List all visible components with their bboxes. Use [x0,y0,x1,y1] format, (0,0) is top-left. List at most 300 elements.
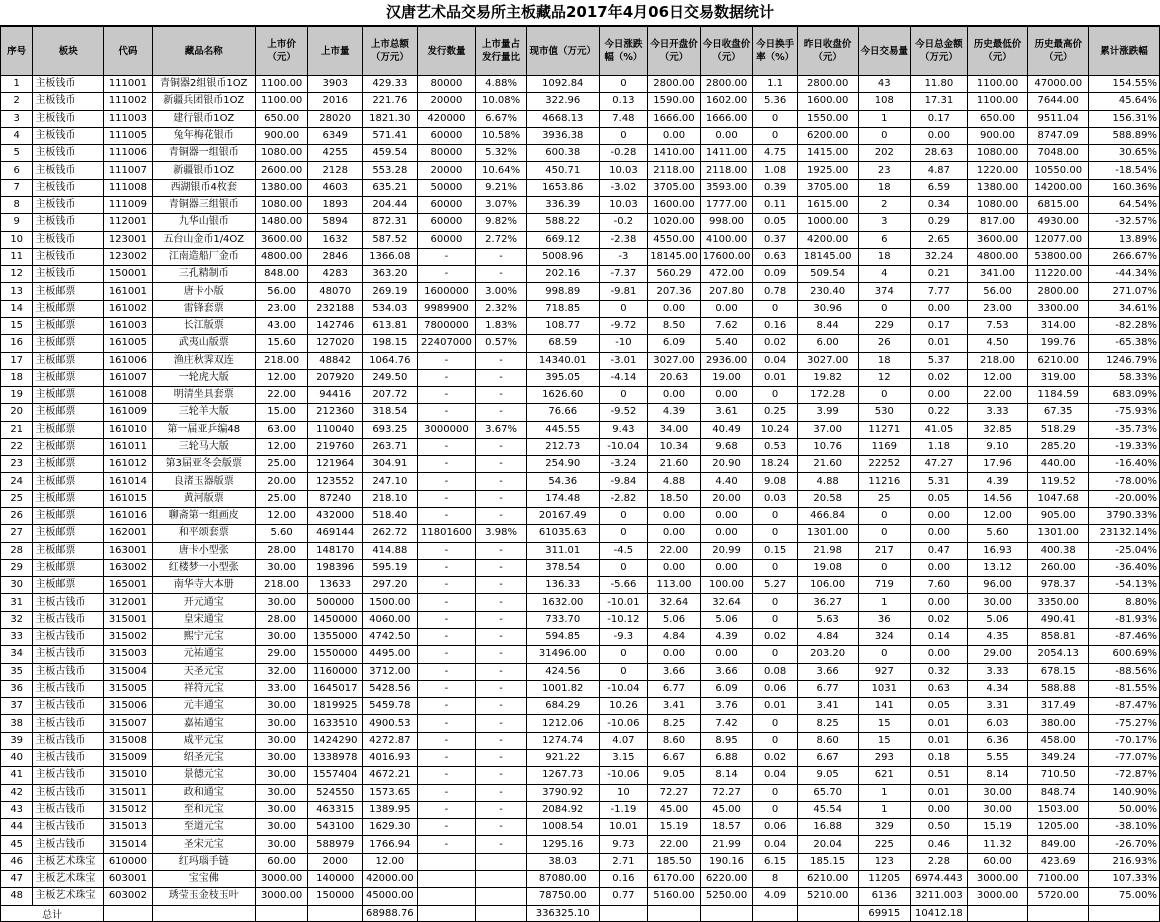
table-cell: 78750.00 [526,888,599,905]
table-cell: 161007 [104,369,153,386]
table-cell: 7.42 [700,715,753,732]
table-cell: 315013 [104,819,153,836]
table-cell: 1389.95 [363,801,418,818]
table-cell: 1503.00 [1028,801,1089,818]
table-cell: 0.04 [753,352,797,369]
table-cell: -2.38 [599,231,648,248]
table-cell: - [417,680,476,697]
table-cell: 兔年梅花银币 [152,127,255,144]
table-cell: 6.77 [797,680,858,697]
table-row [1,369,1160,386]
table-cell: 36 [1,680,33,697]
table-cell: 0 [599,646,648,663]
table-cell: 96.00 [967,577,1028,594]
table-cell: -87.47% [1089,698,1160,715]
table-cell: 4100.00 [700,231,753,248]
table-cell: 198.15 [363,335,418,352]
table-cell: 5.55 [967,749,1028,766]
table-cell: 0.01 [911,732,968,749]
table-cell: 0.08 [753,663,797,680]
table-cell: 三轮马大版 [152,438,255,455]
table-cell: 341.00 [967,266,1028,283]
table-cell: - [476,784,527,801]
table-cell: -3.24 [599,456,648,473]
table-cell: 8.60 [797,732,858,749]
table-cell: 0.00 [700,508,753,525]
table-cell: 0.01 [753,369,797,386]
table-cell: 23 [1,456,33,473]
table-cell: 6.77 [648,680,701,697]
table-cell: 121964 [308,456,363,473]
table-cell: 8.44 [797,317,858,334]
table-cell: 主板古钱币 [33,767,104,784]
table-cell: 1645017 [308,680,363,697]
table-cell: 9.05 [797,767,858,784]
table-cell: 603001 [104,870,153,887]
table-cell: 7.77 [911,283,968,300]
table-cell: 161011 [104,438,153,455]
table-cell: 0.00 [911,646,968,663]
table-cell: 0 [753,801,797,818]
table-cell: 4.87 [911,162,968,179]
column-header: 上市价（元） [255,27,308,76]
table-cell: 2800.00 [648,76,701,93]
table-cell: 0.53 [753,438,797,455]
table-cell: 11220.00 [1028,266,1089,283]
table-cell: 4.88 [648,473,701,490]
table-cell: 0.29 [911,214,968,231]
table-cell: 553.28 [363,162,418,179]
table-cell: -19.33% [1089,438,1160,455]
table-row [1,145,1160,162]
table-cell: 336.39 [526,196,599,213]
table-cell: 161002 [104,300,153,317]
table-cell: 3000.00 [255,870,308,887]
table-cell: 0 [753,784,797,801]
table-cell: -5.66 [599,577,648,594]
table-cell: 1653.86 [526,179,599,196]
table-cell: 0 [858,300,911,317]
table-cell: 1480.00 [255,214,308,231]
column-header: 历史最高价（元） [1028,27,1089,76]
table-cell: 249.50 [363,369,418,386]
table-cell: 0.00 [648,508,701,525]
table-cell: 58.33% [1089,369,1160,386]
table-cell: 43.00 [255,317,308,334]
table-cell: 0.14 [911,629,968,646]
table-cell: 225 [858,836,911,853]
table-cell: -35.73% [1089,421,1160,438]
table-cell: 新疆兵团银币1OZ [152,93,255,110]
table-row [1,836,1160,853]
table-cell: -9.84 [599,473,648,490]
table-cell: 九华山银币 [152,214,255,231]
table-cell: 106.00 [797,577,858,594]
table-cell: 34.00 [648,421,701,438]
table-cell: 3936.38 [526,127,599,144]
table-row [1,248,1160,265]
table-cell: 0.01 [911,335,968,352]
table-cell: 459.54 [363,145,418,162]
table-cell: 212360 [308,404,363,421]
table-cell: 38.03 [526,853,599,870]
table-row [1,767,1160,784]
table-cell: 主板古钱币 [33,819,104,836]
table-cell: 315006 [104,698,153,715]
table-cell: 21.60 [648,456,701,473]
table-row [1,611,1160,628]
table-cell: 3790.92 [526,784,599,801]
table-cell: 111002 [104,93,153,110]
table-cell: -3 [599,248,648,265]
table-cell: 635.21 [363,179,418,196]
table-cell: 14.56 [967,490,1028,507]
table-row [1,715,1160,732]
table-cell: 主板邮票 [33,559,104,576]
table-cell: 1380.00 [967,179,1028,196]
table-cell: 603002 [104,888,153,905]
table-cell: 1500.00 [363,594,418,611]
table-cell: 46 [1,853,33,870]
table-cell: 111005 [104,127,153,144]
table-row [1,525,1160,542]
table-cell: 27 [1,525,33,542]
table-cell [476,870,527,887]
table-cell: 9.05 [648,767,701,784]
table-cell: - [417,663,476,680]
table-cell: -82.28% [1089,317,1160,334]
table-cell: 20.58 [797,490,858,507]
table-cell: 0 [753,594,797,611]
table-cell: 293 [858,749,911,766]
table-cell: 至和元宝 [152,801,255,818]
table-cell: 咸平元宝 [152,732,255,749]
table-cell: -9.52 [599,404,648,421]
table-cell: 0.00 [648,559,701,576]
table-cell: 0.02 [753,335,797,352]
table-cell: 0.47 [911,542,968,559]
table-cell: 1.1 [753,76,797,93]
table-cell: 30.00 [255,767,308,784]
table-row [1,819,1160,836]
column-header: 历史最低价（元） [967,27,1028,76]
table-cell: -10 [599,335,648,352]
table-cell: 3027.00 [648,352,701,369]
table-cell: - [476,819,527,836]
table-cell: 161005 [104,335,153,352]
table-cell: 150001 [104,266,153,283]
table-row [1,110,1160,127]
table-cell: 1366.08 [363,248,418,265]
table-cell: 26 [1,508,33,525]
table-cell: 17.31 [911,93,968,110]
table-cell: -1.19 [599,801,648,818]
table-cell: 1064.76 [363,352,418,369]
table-cell: 9989900 [417,300,476,317]
table-cell: 2 [858,196,911,213]
table-cell: 683.09% [1089,387,1160,404]
table-cell: 1632 [308,231,363,248]
table-cell: 0.00 [700,646,753,663]
table-cell: 304.91 [363,456,418,473]
table-cell: 0.04 [753,836,797,853]
table-cell: 733.70 [526,611,599,628]
table-cell: 2936.00 [700,352,753,369]
table-cell: 315004 [104,663,153,680]
table-cell: 719 [858,577,911,594]
table-cell: 3.33 [967,663,1028,680]
table-cell: 47000.00 [1028,76,1089,93]
table-cell: 主板钱币 [33,93,104,110]
table-cell: 315003 [104,646,153,663]
table-cell: 景德元宝 [152,767,255,784]
table-cell: 5.60 [967,525,1028,542]
table-cell: -32.57% [1089,214,1160,231]
table-cell: 3705.00 [797,179,858,196]
table-cell: - [417,801,476,818]
table-cell: 3.66 [648,663,701,680]
table-cell: - [417,715,476,732]
table-cell: 207.72 [363,387,418,404]
table-cell: 322.96 [526,93,599,110]
column-header: 昨日收盘价（元） [797,27,858,76]
table-row [1,421,1160,438]
table-cell: 518.40 [363,508,418,525]
table-cell: 2000 [308,853,363,870]
table-cell: 424.56 [526,663,599,680]
table-cell: 5210.00 [797,888,858,905]
table-cell: 5 [1,145,33,162]
table-cell: - [476,473,527,490]
total-row [1,905,1160,921]
table-cell: 1080.00 [967,196,1028,213]
table-cell: 94416 [308,387,363,404]
table-cell: 56.00 [255,283,308,300]
table-cell: 678.15 [1028,663,1089,680]
table-cell: 1295.16 [526,836,599,853]
table-cell: 4742.50 [363,629,418,646]
table-cell: 6 [858,231,911,248]
table-cell: 0.00 [911,801,968,818]
table-cell: 509.54 [797,266,858,283]
table-cell: 0 [753,559,797,576]
table-cell: 2800.00 [1028,283,1089,300]
table-row [1,698,1160,715]
table-cell: 4200.00 [797,231,858,248]
table-cell: 18 [858,248,911,265]
table-cell: 2 [1,93,33,110]
table-cell: 主板钱币 [33,196,104,213]
table-cell: -70.17% [1089,732,1160,749]
table-cell: 1 [858,110,911,127]
table-cell: 5.06 [967,611,1028,628]
table-cell: 72.27 [648,784,701,801]
table-cell: 至道元宝 [152,819,255,836]
total-listing-amount: 68988.76 [363,905,418,921]
table-cell: 主板古钱币 [33,611,104,628]
table-cell: 315009 [104,749,153,766]
table-cell: 10.26 [599,698,648,715]
table-cell: 0 [858,559,911,576]
table-cell: 111008 [104,179,153,196]
table-cell: 172.28 [797,387,858,404]
table-cell: 1274.74 [526,732,599,749]
table-cell: 6210.00 [1028,352,1089,369]
table-cell: 0.00 [700,387,753,404]
table-cell: -81.93% [1089,611,1160,628]
table-cell: 2.71 [599,853,648,870]
table-cell: 3.76 [700,698,753,715]
table-cell: 75.00% [1089,888,1160,905]
table-cell: 40.49 [700,421,753,438]
table-cell: 12.00 [255,438,308,455]
table-cell: 8.50 [648,317,701,334]
table-cell: - [417,594,476,611]
table-cell: 主板邮票 [33,421,104,438]
table-cell: -9.81 [599,283,648,300]
table-cell: 7100.00 [1028,870,1089,887]
table-cell: 18 [858,179,911,196]
table-cell: 6170.00 [648,870,701,887]
table-cell: 元丰通宝 [152,698,255,715]
table-cell: 19.00 [700,369,753,386]
table-cell: 0.34 [911,196,968,213]
table-cell: 161008 [104,387,153,404]
table-cell: 218.10 [363,490,418,507]
table-cell: 9.21% [476,179,527,196]
table-cell: 60000 [417,231,476,248]
table-cell: 0.46 [911,836,968,853]
table-cell: 19.08 [797,559,858,576]
table-cell: 9.73 [599,836,648,853]
table-cell: 1.18 [911,438,968,455]
table-cell: 37 [1,698,33,715]
table-cell: -3.01 [599,352,648,369]
table-cell: 30.00 [967,801,1028,818]
table-cell: 渔庄秋霁双连 [152,352,255,369]
column-header: 今日涨跌幅（%） [599,27,648,76]
table-cell: 主板艺术珠宝 [33,853,104,870]
table-cell: 20.63 [648,369,701,386]
table-cell: 三孔精制币 [152,266,255,283]
table-cell: 440.00 [1028,456,1089,473]
table-cell: 315005 [104,680,153,697]
table-cell: 7048.00 [1028,145,1089,162]
table-cell: 0.00 [700,300,753,317]
table-cell: 28 [1,542,33,559]
table-cell: 7800000 [417,317,476,334]
table-cell: 0.02 [753,749,797,766]
table-cell: 5428.56 [363,680,418,697]
table-cell: 595.19 [363,559,418,576]
table-cell: 16.93 [967,542,1028,559]
table-cell: 3.15 [599,749,648,766]
table-cell: 主板古钱币 [33,646,104,663]
table-cell: 0.00 [648,127,701,144]
table-cell: 15.00 [255,404,308,421]
table-cell: 青铜器2组银币1OZ [152,76,255,93]
table-cell: 25.00 [255,490,308,507]
table-cell: 900.00 [255,127,308,144]
table-cell: 466.84 [797,508,858,525]
table-row [1,542,1160,559]
table-cell: 29 [1,559,33,576]
table-cell: 0.04 [753,767,797,784]
table-cell: 主板邮票 [33,369,104,386]
table-cell: 12.00 [255,369,308,386]
trading-data-table [0,26,1160,922]
table-cell: 主板钱币 [33,145,104,162]
table-cell: - [476,698,527,715]
table-cell: 1424290 [308,732,363,749]
table-cell: 5459.78 [363,698,418,715]
table-cell: 218.00 [255,352,308,369]
table-cell: 14 [1,300,33,317]
table-cell: 5894 [308,214,363,231]
table-cell: 161016 [104,508,153,525]
table-cell: 374 [858,283,911,300]
table-cell: 67.35 [1028,404,1089,421]
table-cell: - [476,836,527,853]
table-cell: 445.55 [526,421,599,438]
table-row [1,888,1160,905]
table-cell: 650.00 [967,110,1028,127]
table-cell: 10.64% [476,162,527,179]
table-cell: 378.54 [526,559,599,576]
table-cell: 0 [753,300,797,317]
table-cell: 41 [1,767,33,784]
table-cell [417,853,476,870]
table-cell: 0.06 [753,819,797,836]
table-row [1,266,1160,283]
table-cell: 30.00 [255,629,308,646]
table-cell: 48842 [308,352,363,369]
table-cell: 32.24 [911,248,968,265]
table-cell: 60.00 [255,853,308,870]
table-cell: 123001 [104,231,153,248]
table-cell: 主板古钱币 [33,698,104,715]
table-cell: 开元通宝 [152,594,255,611]
table-cell: 198396 [308,559,363,576]
table-cell: 588.22 [526,214,599,231]
table-cell: 25.00 [255,456,308,473]
table-cell: 主板古钱币 [33,663,104,680]
table-cell: 848.74 [1028,784,1089,801]
table-cell: - [476,559,527,576]
table-cell: 32 [1,611,33,628]
table-row [1,438,1160,455]
table-cell: 0.21 [911,266,968,283]
table-cell: 17.96 [967,456,1028,473]
table-cell: 25 [858,490,911,507]
table-cell: 1080.00 [255,196,308,213]
table-cell: 161009 [104,404,153,421]
table-cell: 5.32% [476,145,527,162]
table-cell: 560.29 [648,266,701,283]
table-cell: - [417,767,476,784]
table-cell: 6.09 [700,680,753,697]
table-cell: 0.00 [911,300,968,317]
table-cell: 4060.00 [363,611,418,628]
table-cell: 6.36 [967,732,1028,749]
table-cell: 5.31 [911,473,968,490]
table-cell: 长江版票 [152,317,255,334]
table-cell: 30.00 [255,784,308,801]
table-cell: 3593.00 [700,179,753,196]
table-cell: 4.84 [648,629,701,646]
table-cell: 0.00 [648,387,701,404]
table-cell: 12.00 [255,508,308,525]
